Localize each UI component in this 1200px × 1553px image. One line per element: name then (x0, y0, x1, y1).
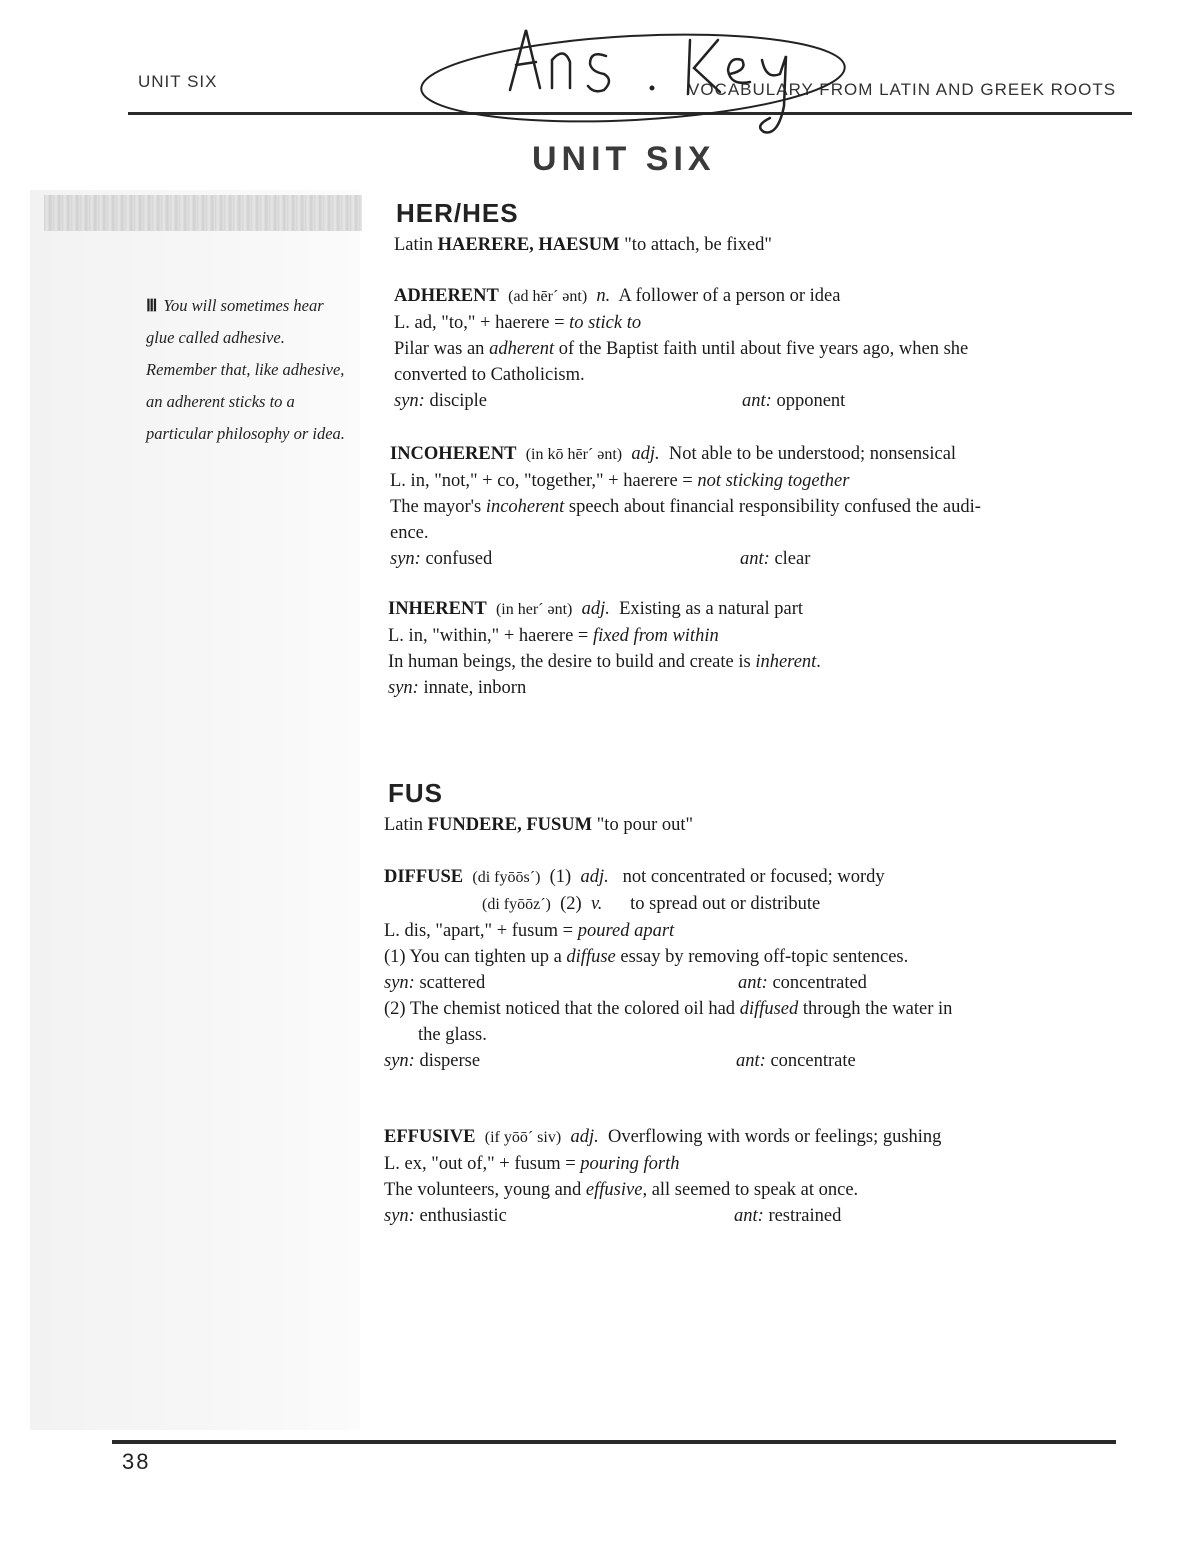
entry-headline: INHERENT (in her´ ənt) adj. Existing as a natural part (388, 599, 804, 619)
entry-example: converted to Catholicism. (394, 365, 585, 385)
entry-diffuse (384, 864, 1104, 1074)
entry-headline: EFFUSIVE (if yōō´ siv) adj. Overflowing with words or feelings; gushing (384, 1127, 942, 1147)
entry-etymology: L. ad, "to," + haerere = to stick to (394, 313, 642, 333)
root-origin: Latin FUNDERE, FUSUM "to pour out" (384, 815, 694, 835)
root-title: HER/HES (396, 198, 519, 228)
page-number: 38 (122, 1449, 151, 1474)
running-header-left: UNIT SIX (138, 72, 218, 91)
entry-example: the glass. (418, 1025, 487, 1045)
entry-headline-2: (di fyōōz´) (2) v. to spread out or distribute (482, 894, 821, 914)
entry-etymology: L. in, "within," + haerere = fixed from within (388, 626, 719, 646)
root-origin: Latin HAERERE, HAESUM "to attach, be fixed" (394, 235, 772, 255)
entry-example: (2) The chemist noticed that the colored oil had diffused through the water in (384, 999, 953, 1019)
entry-headline: DIFFUSE (di fyōōs´) (1) adj. not concentrated or focused; wordy (384, 867, 885, 887)
entry-syn-ant: syn: scattered ant: concentrated (384, 973, 867, 993)
entry-headline: INCOHERENT (in kō hēr´ ənt) adj. Not able to be understood; nonsensical (390, 444, 957, 464)
entry-adherent (394, 283, 968, 414)
entry-example: The volunteers, young and effusive, all seemed to speak at once. (384, 1180, 859, 1200)
entry-etymology: L. dis, "apart," + fusum = poured apart (384, 921, 675, 941)
entry-etymology: L. in, "not," + co, "together," + haerere = not sticking together (390, 471, 850, 491)
footer-rule (112, 1440, 1116, 1444)
handwritten-answer-key-annotation (418, 10, 858, 140)
sidebar-note (146, 290, 352, 450)
note-text: You will sometimes hear glue called adhesive. Remember that, like adhesive, an adherent sticks to a particular philosophy or idea. (146, 296, 345, 443)
page-title: UNIT SIX (532, 140, 716, 178)
entry-inherent (388, 596, 821, 701)
note-bullet: Ⅲ (146, 296, 158, 315)
entry-syn-ant: syn: disperse ant: concentrate (384, 1051, 856, 1071)
entry-example: ence. (390, 523, 429, 543)
entry-syn-ant: syn: enthusiastic ant: restrained (384, 1206, 842, 1226)
running-header-right: VOCABULARY FROM LATIN AND GREEK ROOTS (688, 80, 1117, 99)
entry-example: The mayor's incoherent speech about financial responsibility confused the audi- (390, 497, 981, 517)
root-title: FUS (388, 778, 443, 808)
entry-example: (1) You can tighten up a diffuse essay by removing off-topic sentences. (384, 947, 909, 967)
entry-syn-ant: syn: confused ant: clear (390, 549, 811, 569)
sidebar-header-band (44, 195, 362, 231)
entry-incoherent (390, 441, 981, 572)
entry-example: In human beings, the desire to build and create is inherent. (388, 652, 821, 672)
entry-syn-ant: syn: innate, inborn (388, 678, 527, 698)
entry-syn-ant: syn: disciple ant: opponent (394, 391, 846, 411)
entry-etymology: L. ex, "out of," + fusum = pouring forth (384, 1154, 680, 1174)
entry-effusive (384, 1124, 941, 1229)
entry-headline: ADHERENT (ad hēr´ ənt) n. A follower of a person or idea (394, 286, 841, 306)
entry-example: Pilar was an adherent of the Baptist faith until about five years ago, when she (394, 339, 969, 359)
